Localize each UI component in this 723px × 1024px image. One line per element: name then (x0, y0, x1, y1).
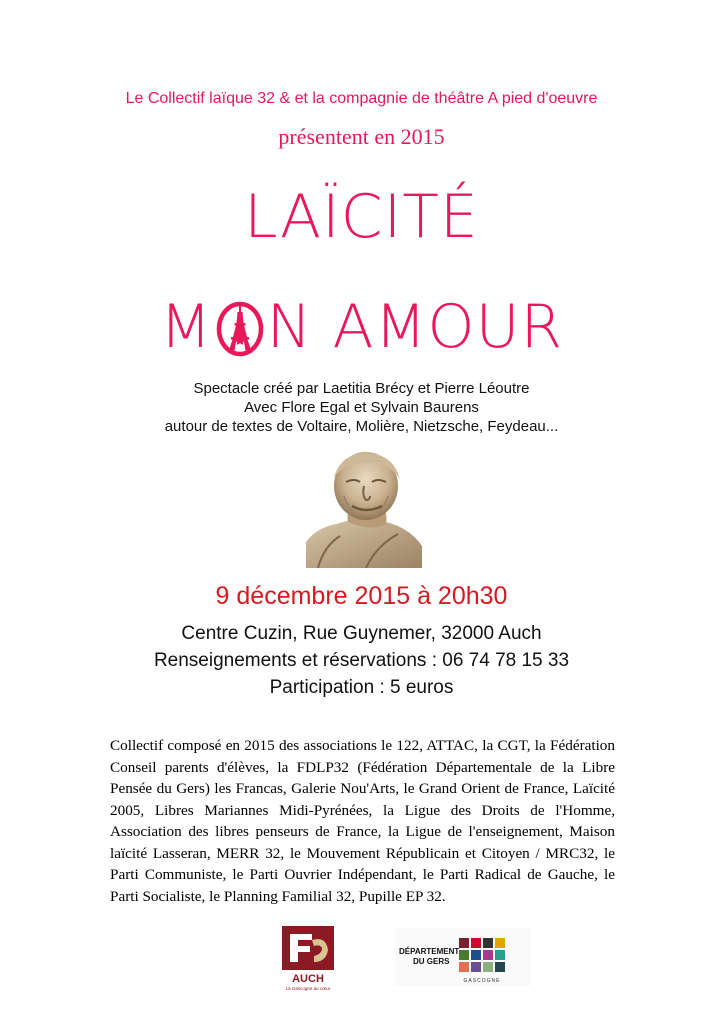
title-line-2 (0, 292, 723, 362)
gers-logo-line-2: DU GERS (413, 957, 450, 966)
credit-creators: Spectacle créé par Laetitia Brécy et Pierre Léoutre (193, 380, 530, 397)
auch-logo-tagline: La Gascogne au cœur (285, 986, 331, 991)
auch-logo (282, 926, 334, 992)
voltaire-bust-image (306, 450, 422, 568)
credit-texts: autour de textes de Voltaire, Molière, Nietzsche, Feydeau... (164, 418, 559, 435)
gers-logo-line-1: DÉPARTEMENT (399, 947, 460, 956)
gers-department-logo (395, 928, 531, 986)
intro-line: Le Collectif laïque 32 & et la compagnie de théâtre A pied d'oeuvre (125, 90, 598, 107)
event-contact: Renseignements et réservations : 06 74 78 15 33 (153, 650, 570, 671)
title-line-1: LAÏCITÉ (244, 182, 479, 252)
gers-logo-tagline: GASCOGNE (463, 978, 501, 984)
title-line-2-start: M (159, 292, 213, 362)
event-price: Participation : 5 euros (269, 677, 454, 698)
eiffel-peace-icon (215, 301, 265, 357)
members-paragraph: Collectif composé en 2015 des associations le 122, ATTAC, la CGT, la Fédération Conseil parents d'élèves, la FDLP32 (Fédération Départementale de la Libre Pensée du Gers) les Francas, Galerie Nou'Arts, le Grand Orient de France, Laïcité 2005, Libres Mariannes Midi-Pyrénées, la Ligue des Droits de l'Homme, Association des libres penseurs de France, la Ligue de l'enseignement, Maison laïcité Lasseran, MERR 32, le Mouvement Républicain et Citoyen / MRC32, le Parti Communiste, le Parti Ouvrier Indépendant, le Parti Radical de Gauche, le Parti Socialiste, le Planning Familial 32, Pupille EP 32. (110, 737, 615, 905)
credit-cast: Avec Flore Egal et Sylvain Baurens (244, 399, 479, 416)
auch-logo-name: AUCH (292, 973, 324, 985)
presents-line: présentent en 2015 (278, 124, 445, 149)
event-date: 9 décembre 2015 à 20h30 (215, 582, 508, 610)
title-line-2-end: N AMOUR (266, 292, 564, 362)
event-venue: Centre Cuzin, Rue Guynemer, 32000 Auch (181, 623, 542, 644)
